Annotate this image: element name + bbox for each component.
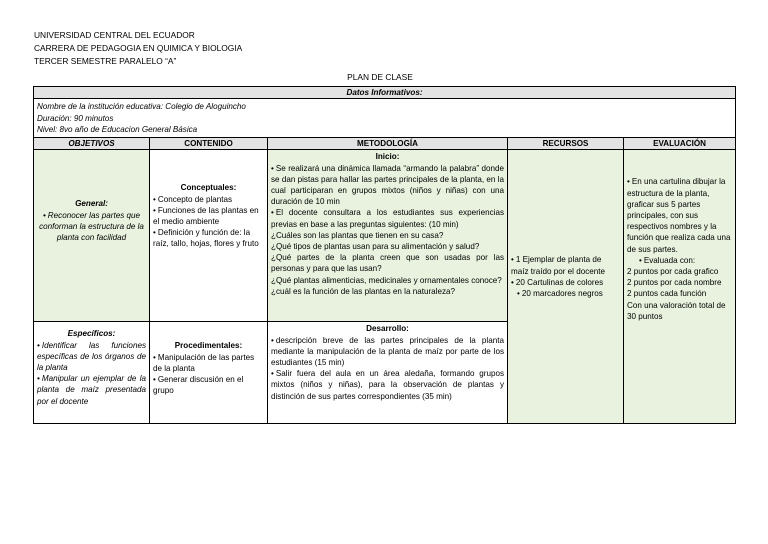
info-title: Datos Informativos: — [34, 87, 736, 99]
objetivo-general-cell — [34, 150, 150, 322]
metodologia-inicio-cell — [268, 150, 508, 322]
conceptual-item: • Concepto de plantas — [153, 194, 264, 205]
metodologia-desarrollo-cell — [268, 322, 508, 424]
objetivo-especifico-item: • Manipular un ejemplar de la planta de maíz presentada por el docente — [37, 373, 146, 407]
objetivo-especifico-title: Específicos: — [67, 329, 116, 339]
inicio-title: Inicio: — [375, 152, 400, 162]
info-title-row — [34, 87, 736, 99]
procedural-item: • Generar discusión en el grupo — [153, 374, 264, 396]
recursos-cell — [508, 150, 624, 424]
info-row — [34, 99, 736, 138]
evaluacion-cell — [624, 150, 736, 424]
objetivo-general-title: General: — [75, 199, 108, 209]
conceptual-title: Conceptuales: — [180, 183, 237, 193]
desarrollo-item: • Salir fuera del aula en un área aledaña, formando grupos mixtos (niños y niñas), para la observación de plantas y distinción de sus partes correspondientes (35 min) — [271, 368, 504, 402]
university-name: UNIVERSIDAD CENTRAL DEL ECUADOR — [34, 30, 195, 40]
plan-row-general — [34, 150, 736, 322]
question: ¿cuál es la función de las plantas en la naturaleza? — [271, 286, 456, 296]
desarrollo-item: • descripción breve de las partes principales de la planta mediante la manipulación de la planta de maíz por parte de los estudiantes (15 min) — [271, 335, 504, 369]
procedural-item: • Manipulación de las partes de la planta — [153, 352, 264, 374]
score-line: 2 puntos por cada grafico — [627, 266, 719, 276]
objetivo-especifico-item: • Identificar las funciones específicas de los órganos de la planta — [37, 340, 146, 374]
institution-line: Nombre de la institución educativa: Colegio de Aloguincho — [37, 102, 246, 112]
desarrollo-title: Desarrollo: — [366, 324, 409, 334]
evaluation-total: Con una valoración total de 30 puntos — [627, 300, 726, 321]
col-contenido: CONTENIDO — [150, 138, 268, 150]
question: ¿Qué plantas alimenticias, medicinales y ornamentales conoce? — [271, 275, 502, 285]
col-objetivos: OBJETIVOS — [34, 138, 150, 150]
procedural-title: Procedimentales: — [174, 341, 243, 351]
objetivo-especifico-cell — [34, 322, 150, 424]
inicio-item: • El docente consultara a los estudiantes sus experiencias previas en base a las preguntas siguientes: (10 min) — [271, 207, 504, 229]
evaluated-title: • Evaluada con: — [627, 255, 732, 266]
question: ¿Qué partes de la planta creen que son usadas por las personas y para que las usan? — [271, 253, 504, 274]
score-line: 2 puntos cada función — [627, 289, 707, 299]
plan-title: PLAN DE CLASE — [347, 72, 413, 82]
evaluacion-item: • En una cartulina dibujar la estructura de la planta, graficar sus 5 partes principales, con sus respectivos nombres y la función que realiza cada una de sus partes. — [627, 176, 732, 254]
col-recursos: RECURSOS — [508, 138, 624, 150]
conceptual-item: • Funciones de las plantas en el medio ambiente — [153, 205, 264, 227]
contenido-procedimental-cell — [150, 322, 268, 424]
question: ¿Cuáles son las plantas que tienen en su casa? — [271, 230, 444, 240]
score-line: 2 puntos por cada nombre — [627, 278, 722, 288]
contenido-conceptual-cell — [150, 150, 268, 322]
recurso-item: • 20 Cartulinas de colores — [511, 277, 620, 288]
objetivo-general-text: • Reconocer las partes que conforman la estructura de la planta con facilidad — [37, 210, 146, 244]
column-header-row — [34, 138, 736, 150]
duration-line: Duración: 90 minutos — [37, 113, 114, 123]
col-evaluacion: EVALUACIÓN — [624, 138, 736, 150]
level-line: Nivel: 8vo año de Educacion General Básica — [37, 124, 198, 134]
career-name: CARRERA DE PEDAGOGIA EN QUIMICA Y BIOLOGIA — [34, 43, 243, 53]
col-metodologia: METODOLOGÍA — [268, 138, 508, 150]
recurso-item: • 20 marcadores negros — [511, 288, 620, 299]
semester-line: TERCER SEMESTRE PARALELO “A” — [34, 56, 177, 66]
lesson-plan-table — [33, 86, 736, 424]
question: ¿Qué tipos de plantas usan para su alimentación y salud? — [271, 241, 480, 251]
recurso-item: • 1 Ejemplar de planta de maíz traído por el docente — [511, 254, 620, 276]
conceptual-item: • Definición y función de: la raíz, tallo, hojas, flores y fruto — [153, 227, 264, 249]
info-block — [34, 99, 736, 138]
inicio-item: • Se realizará una dinámica llamada “armando la palabra” donde se dan pistas para hallar las partes principales de la planta, en la cual participaran en grupos mixtos (niños y niñas) con una duración de 10 min — [271, 163, 504, 208]
